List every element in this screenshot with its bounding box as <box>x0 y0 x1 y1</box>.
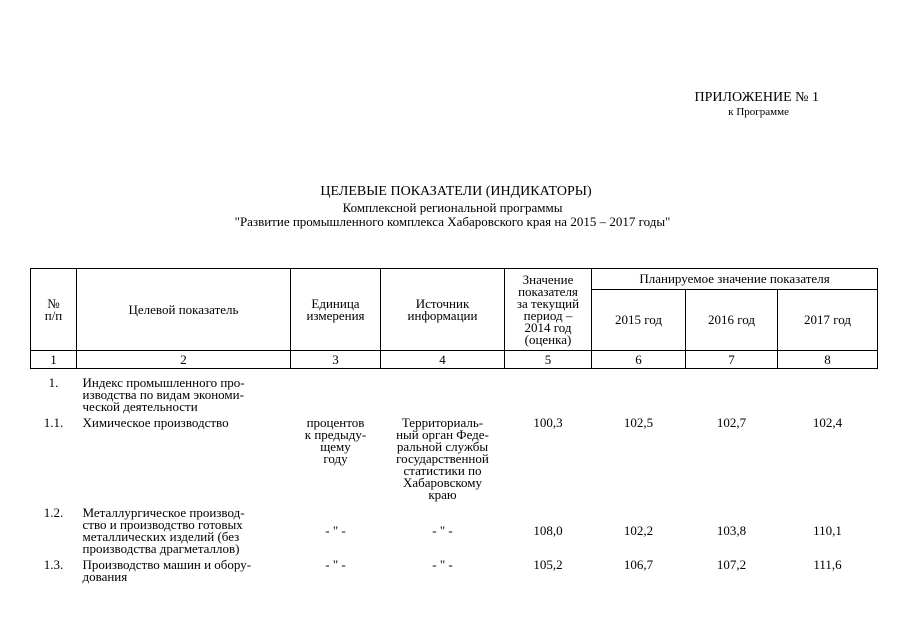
row-number: 1.1. <box>43 415 64 430</box>
table-row <box>31 417 878 501</box>
document-heading <box>0 183 905 229</box>
column-number: 1 <box>31 351 77 369</box>
header-year-2015: 2015 год <box>592 290 686 351</box>
value-2017: 102,4 <box>812 415 843 430</box>
column-number: 4 <box>381 351 505 369</box>
value-2016 <box>686 377 778 413</box>
value-2017: 110,1 <box>813 523 842 538</box>
document-title: ЦЕЛЕВЫЕ ПОКАЗАТЕЛИ (ИНДИКАТОРЫ) <box>320 184 592 199</box>
source-cell: - " - <box>432 523 453 538</box>
row-number: 1. <box>48 375 59 390</box>
unit-cell: - " - <box>325 557 346 572</box>
row-number: 1.3. <box>43 557 64 572</box>
column-number: 8 <box>778 351 878 369</box>
table-row <box>31 559 878 583</box>
value-2016: 103,8 <box>716 523 747 538</box>
indicator-name: Индекс промышленного про- изводства по видам экономи- ческой деятельности <box>82 375 245 414</box>
indicator-name: Металлургическое производ- ство и производство готовых металлических изделий (без производства драгметаллов) <box>82 505 245 556</box>
header-year-2017: 2017 год <box>778 290 878 351</box>
header-unit: Единица измерения <box>291 269 381 351</box>
appendix-title: ПРИЛОЖЕНИЕ № 1 <box>694 90 819 105</box>
value-2014 <box>505 377 592 413</box>
column-numbers-row <box>31 351 878 369</box>
appendix-subtitle: к Программе <box>728 106 789 118</box>
header-source: Источник информации <box>381 269 505 351</box>
value-2015: 102,2 <box>623 523 654 538</box>
unit-cell: процентов к предыду- щему году <box>304 415 367 466</box>
value-2015: 102,5 <box>623 415 654 430</box>
header-no: № п/п <box>31 269 77 351</box>
appendix-block <box>619 90 819 119</box>
column-number: 6 <box>592 351 686 369</box>
table-row <box>31 377 878 413</box>
row-number: 1.2. <box>43 505 64 520</box>
column-number: 3 <box>291 351 381 369</box>
program-name-line1: Комплексной региональной программы <box>342 200 563 215</box>
column-number: 2 <box>77 351 291 369</box>
value-2017: 111,6 <box>813 557 842 572</box>
value-2014: 100,3 <box>533 415 563 430</box>
indicators-table <box>30 268 878 583</box>
indicator-name: Химическое производство <box>82 415 229 430</box>
value-2015 <box>592 377 686 413</box>
value-2017 <box>778 377 878 413</box>
unit-cell: - " - <box>325 523 346 538</box>
source-cell: Территориаль- ный орган Феде- ральной службы государственной статистики по Хабаровскому краю <box>396 415 489 502</box>
header-planned-value: Планируемое значение показателя <box>592 269 878 290</box>
indicator-name: Производство машин и обору- дования <box>82 557 252 584</box>
unit-cell <box>291 377 381 413</box>
header-indicator: Целевой показатель <box>77 269 291 351</box>
value-2014: 108,0 <box>533 523 563 538</box>
program-name-line2: "Развитие промышленного комплекса Хабаровского края на 2015 – 2017 годы" <box>234 214 671 229</box>
column-number: 7 <box>686 351 778 369</box>
table-row <box>31 507 878 555</box>
value-2016: 107,2 <box>716 557 747 572</box>
value-2014: 105,2 <box>533 557 563 572</box>
header-year-2016: 2016 год <box>686 290 778 351</box>
source-cell <box>381 377 505 413</box>
value-2016: 102,7 <box>716 415 747 430</box>
source-cell: - " - <box>432 557 453 572</box>
value-2015: 106,7 <box>623 557 654 572</box>
header-current-value: Значение показателя за текущий период – 2014 год (оценка) <box>505 269 592 351</box>
column-number: 5 <box>505 351 592 369</box>
